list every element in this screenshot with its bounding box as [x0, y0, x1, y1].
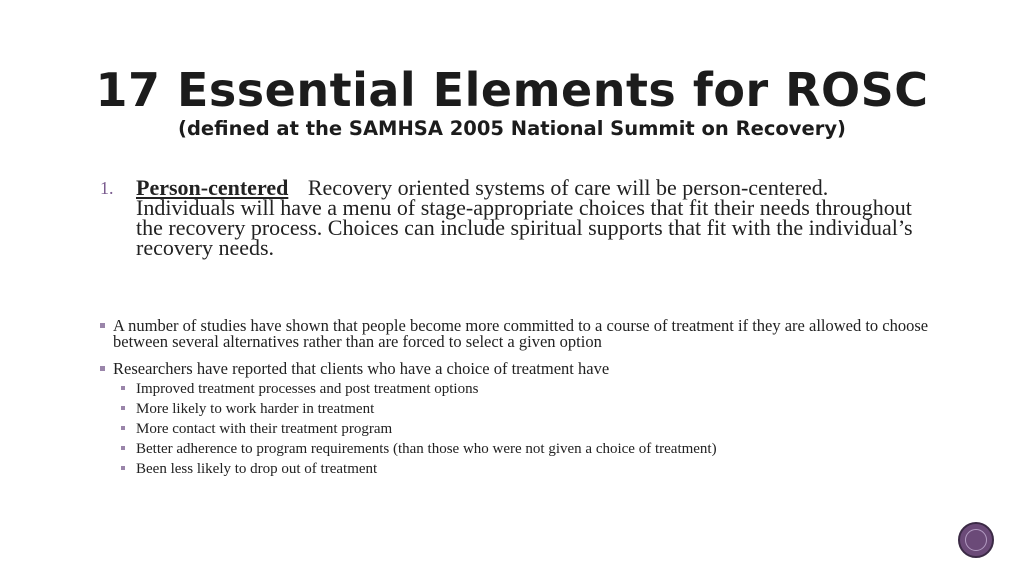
sub-bullet-item — [113, 380, 930, 398]
logo-ring — [965, 529, 987, 551]
bullet-item — [100, 318, 930, 349]
bullet-text: A number of studies have shown that people become more committed to a course of treatment if they are allowed to choose between several alternatives rather than are forced to select a given option — [113, 316, 929, 351]
sub-bullet-marker — [121, 446, 125, 450]
sub-bullet-marker — [121, 466, 125, 470]
sub-bullet-list — [100, 380, 930, 478]
bullet-marker — [100, 323, 105, 328]
bullet-text: Researchers have reported that clients who have a choice of treatment have — [113, 359, 610, 378]
sub-bullet-text: More likely to work harder in treatment — [136, 400, 375, 417]
numbered-list — [100, 175, 920, 260]
sub-bullet-item — [113, 460, 930, 478]
circle-logo-icon — [958, 522, 994, 558]
sub-bullet-marker — [121, 406, 125, 410]
title-block — [0, 62, 1024, 142]
sub-bullet-text: Been less likely to drop out of treatment — [136, 460, 378, 477]
sub-bullet-item — [113, 400, 930, 418]
item-term: Person-centered — [136, 175, 289, 200]
sub-bullet-text: More contact with their treatment program — [136, 420, 393, 437]
bullet-item — [100, 361, 930, 377]
sub-bullet-text: Better adherence to program requirements (than those who were not given a choice of treatment) — [136, 440, 717, 457]
bullet-list — [100, 318, 930, 480]
numbered-item-text — [136, 175, 920, 260]
item-description: Recovery oriented systems of care will be person-centered. Individuals will have a menu of stage-appropriate choices that fit their needs throughout the recovery process. Choices can include spiritual supports that fit with the individual’s recovery needs. — [136, 175, 913, 260]
bullet-marker — [100, 366, 105, 371]
slide-subtitle: (defined at the SAMHSA 2005 National Summit on Recovery) — [178, 117, 846, 140]
slide-title: 17 Essential Elements for ROSC — [95, 63, 929, 117]
sub-bullet-marker — [121, 426, 125, 430]
sub-bullet-item — [113, 440, 930, 458]
list-number: 1. — [100, 178, 114, 198]
sub-bullet-text: Improved treatment processes and post treatment options — [136, 380, 479, 397]
sub-bullet-item — [113, 420, 930, 438]
sub-bullet-marker — [121, 386, 125, 390]
